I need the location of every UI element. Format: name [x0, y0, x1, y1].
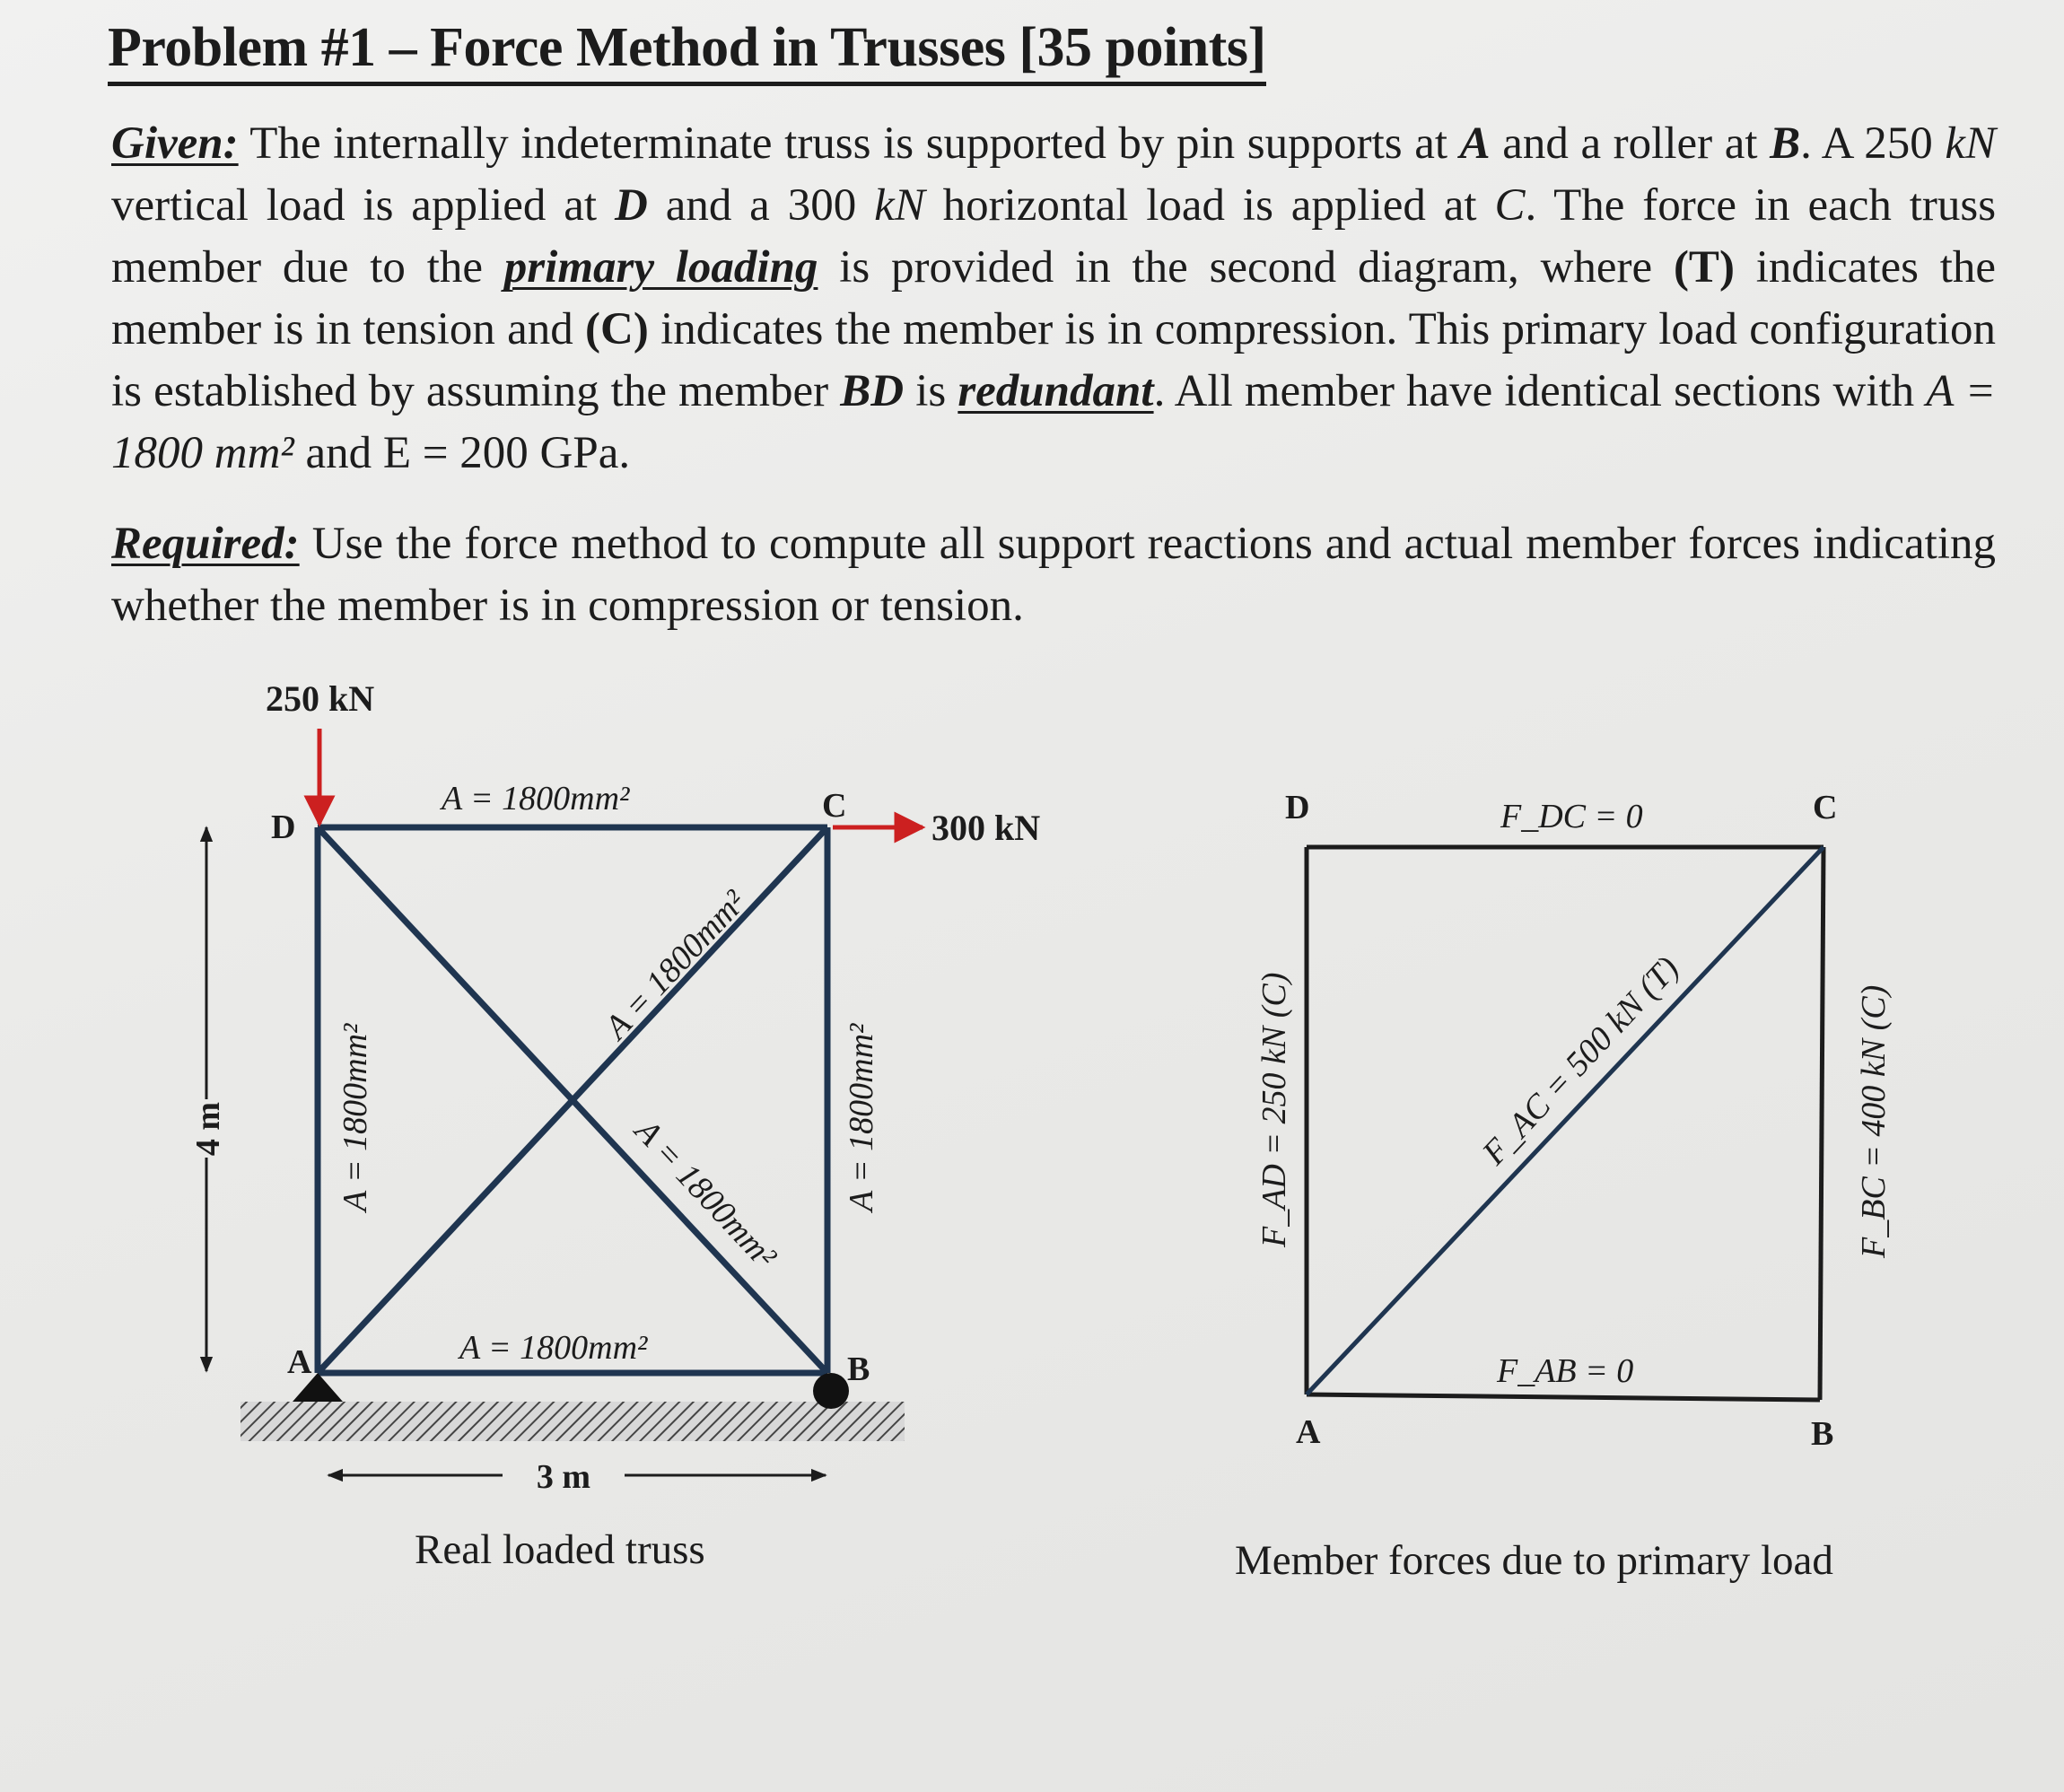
- ground-hatch: [241, 1402, 905, 1441]
- member-ab-primary: [1307, 1394, 1820, 1400]
- primary-loading-term: primary loading: [503, 242, 818, 293]
- force-ad-label: F_AD = 250 kN (C): [1255, 972, 1293, 1247]
- area-diag-ac-label: A = 1800mm²: [597, 883, 754, 1047]
- node-d-label: D: [271, 809, 296, 846]
- area-left-label: A = 1800mm²: [337, 1023, 374, 1211]
- force-ac-label: F_AC = 500 kN (T): [1474, 949, 1687, 1173]
- area-bottom-label: A = 1800mm²: [459, 1329, 648, 1367]
- member-ac-primary: [1307, 847, 1823, 1394]
- right-caption: Member forces due to primary load: [1235, 1537, 1833, 1584]
- required-paragraph: Required: Use the force method to compute all support reactions and actual member forces indicating whether the member is in compression or tension.: [111, 519, 1996, 631]
- area-diag-db-label: A = 1800mm²: [627, 1112, 783, 1276]
- force-dc-label: F_DC = 0: [1500, 798, 1643, 835]
- force-bc-label: F_BC = 400 kN (C): [1855, 984, 1893, 1258]
- left-caption: Real loaded truss: [415, 1526, 705, 1573]
- width-dim-label: 3 m: [536, 1458, 591, 1496]
- node-c-label: C: [822, 787, 847, 825]
- given-paragraph: Given: The internally indeterminate truss is supported by pin supports at A and a roller at B. A 250 kN vertical load is applied at D and a 300 kN horizontal load is applied at C. The force in each truss member due to the primary loading is provided in the second diagram, where (T) indicates the member is in tension and (C) indicates the member is in compression. This primary load configuration is established by assuming the member BD is redundant. All member have identical sections with A = 1800 mm² and E = 200 GPa.: [111, 118, 1997, 478]
- right-truss: [1255, 789, 1893, 1453]
- node-d-primary-label: D: [1285, 789, 1310, 826]
- area-right-label: A = 1800mm²: [843, 1023, 880, 1211]
- member-bc-primary: [1820, 847, 1823, 1400]
- redundant-term: redundant: [958, 366, 1154, 416]
- node-a-label: A: [287, 1343, 312, 1381]
- node-a-primary-label: A: [1296, 1413, 1321, 1451]
- load-300-label: 300 kN: [931, 808, 1041, 848]
- node-b-label: B: [847, 1351, 870, 1388]
- roller-support-icon: [813, 1373, 849, 1409]
- given-label: Given:: [111, 118, 239, 169]
- load-250-label: 250 kN: [266, 678, 375, 719]
- height-dim-label: 4 m: [189, 1101, 227, 1157]
- required-label: Required:: [111, 519, 300, 569]
- left-truss: [189, 678, 1040, 1496]
- force-ab-label: F_AB = 0: [1497, 1352, 1634, 1390]
- node-c-primary-label: C: [1813, 789, 1838, 826]
- node-b-primary-label: B: [1811, 1415, 1834, 1453]
- area-top-label: A = 1800mm²: [442, 780, 630, 817]
- problem-title: Problem #1 – Force Method in Trusses [35 points]: [108, 16, 1266, 86]
